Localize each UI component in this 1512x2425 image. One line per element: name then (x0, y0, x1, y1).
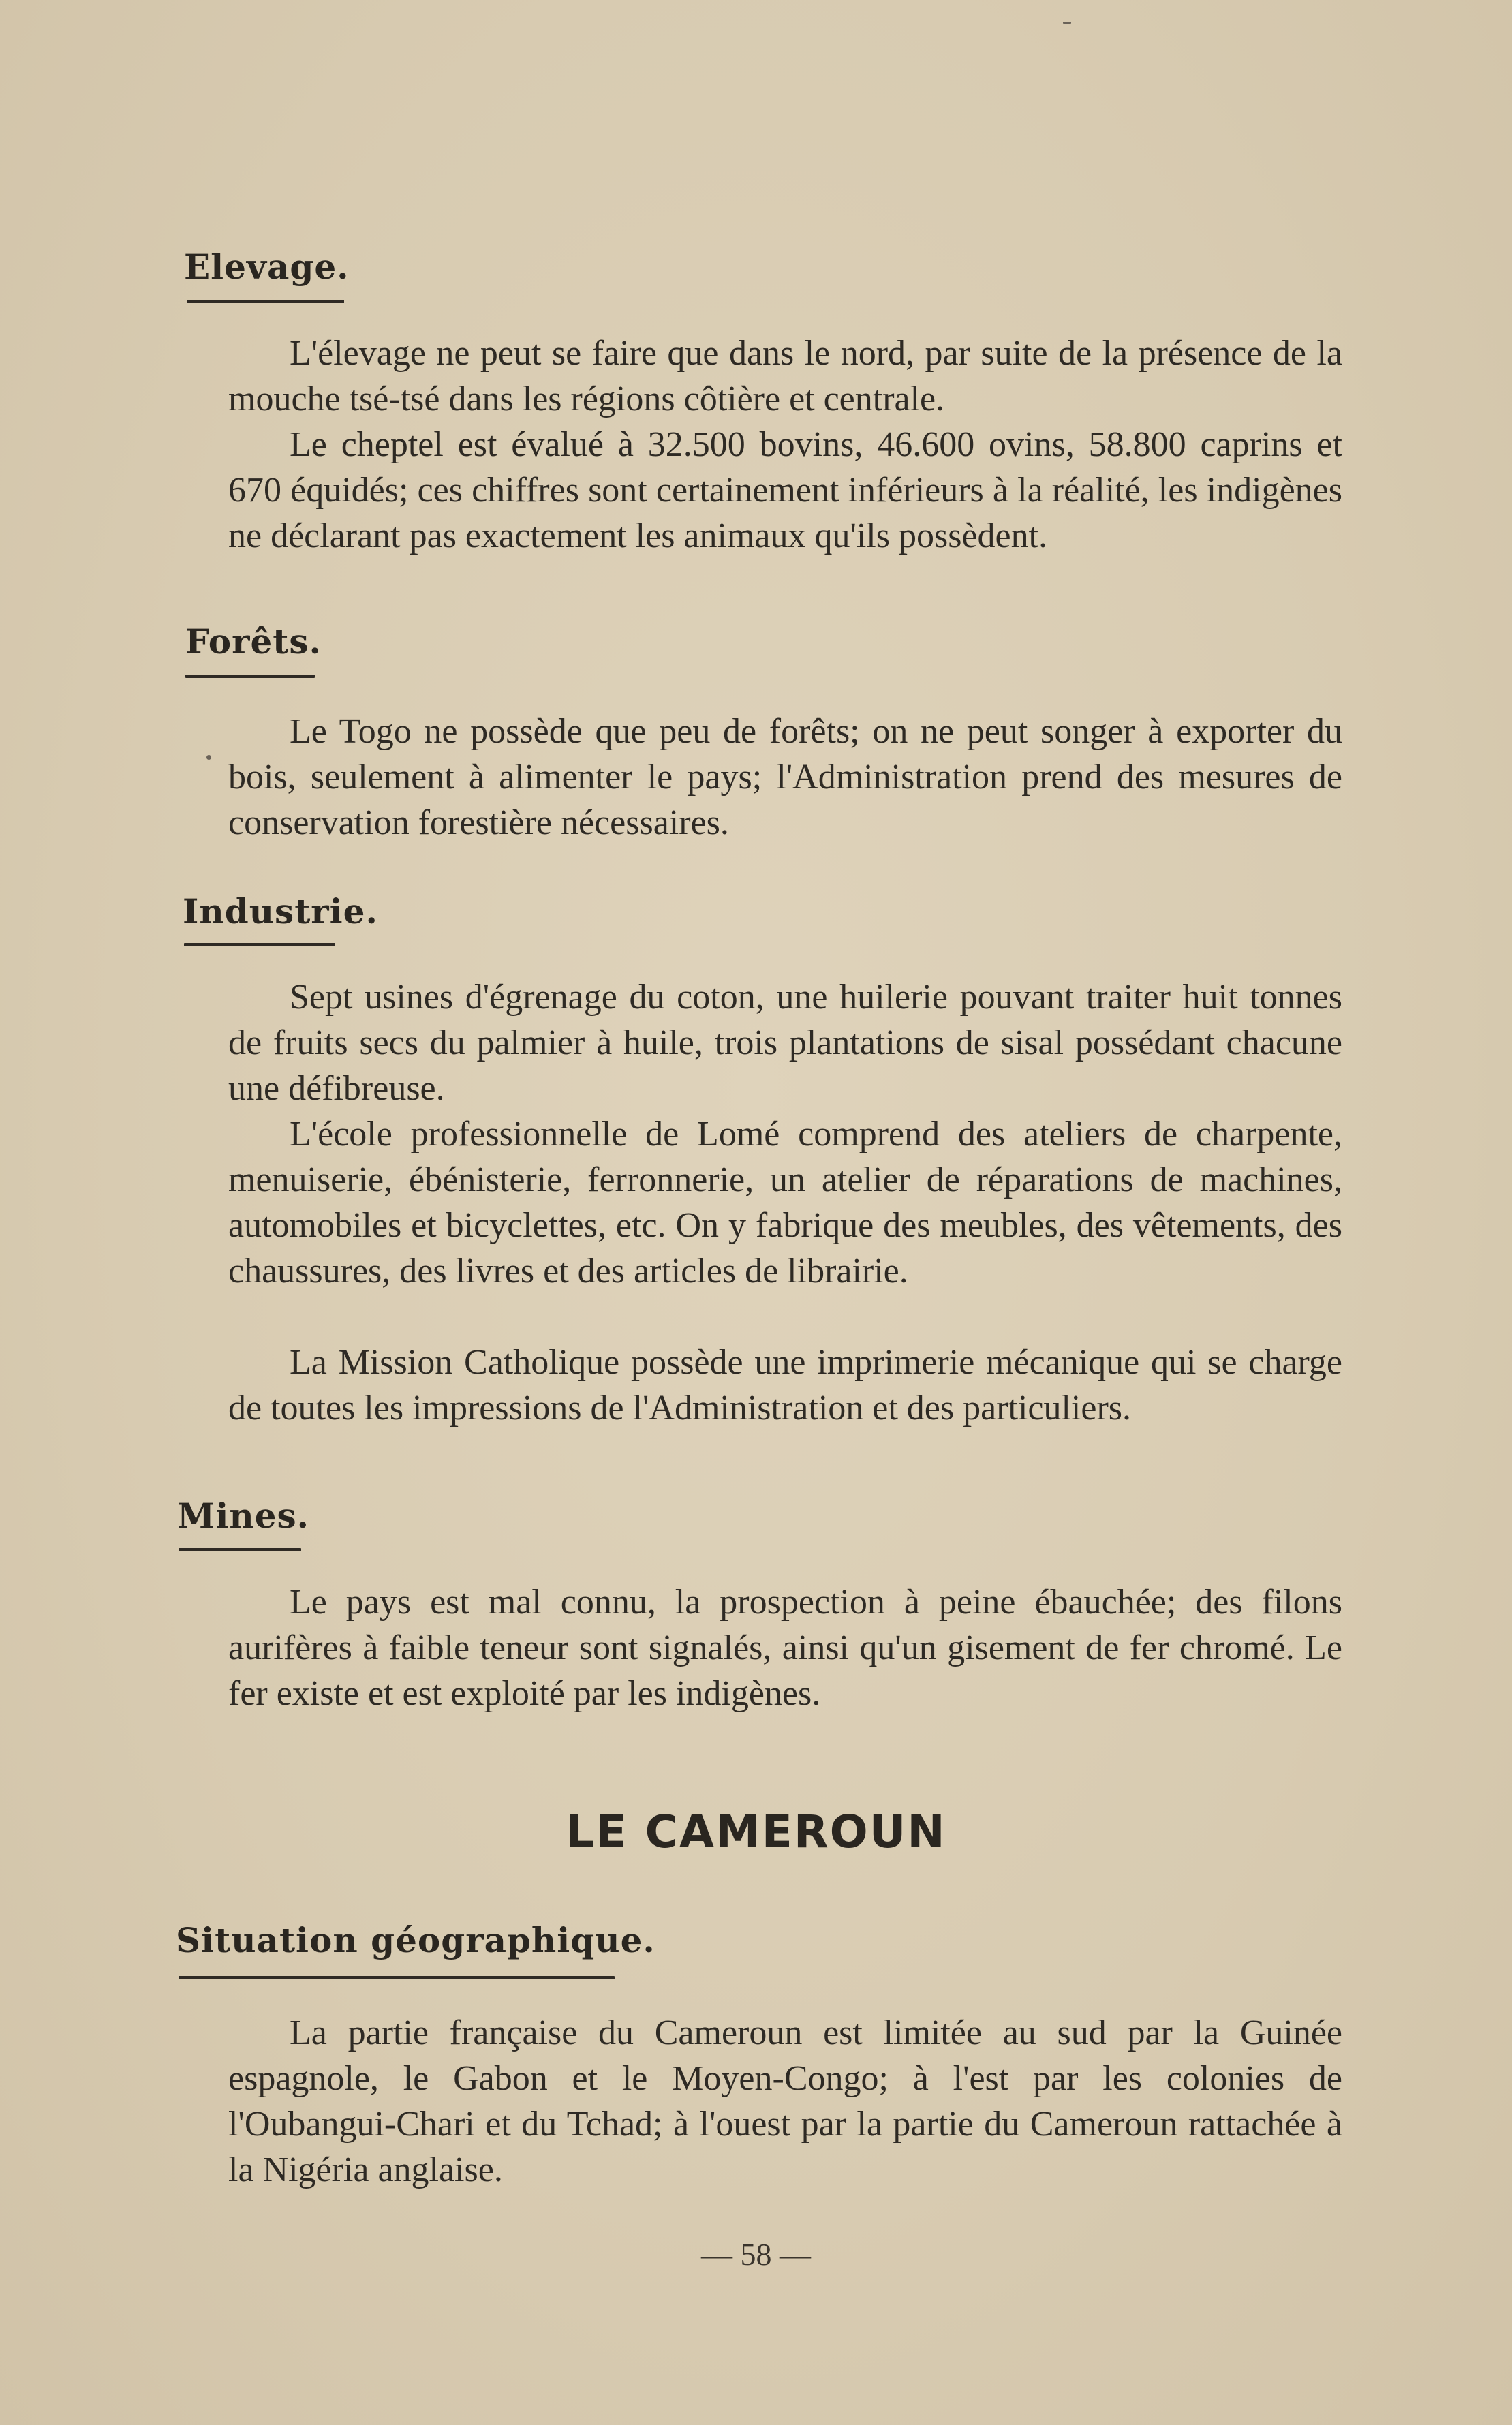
heading-underline (179, 1548, 301, 1551)
paper-speck (206, 755, 211, 760)
heading-forets: Forêts. (185, 621, 322, 662)
paragraph-elevage-1: L'élevage ne peut se faire que dans le nord, par suite de la présence de la mouche tsé-tsé dans les régions côtière et centrale. (228, 334, 1342, 418)
heading-underline (179, 1976, 615, 1979)
chapter-title: LE CAMEROUN (566, 1806, 946, 1858)
paragraph-industrie-1: Sept usines d'égrenage du coton, une huilerie pouvant traiter huit tonnes de fruits secs du palmier à huile, trois plantations de sisal possédant chacune une défibreuse. (228, 978, 1342, 1108)
paper-speck (1063, 22, 1071, 24)
heading-underline (187, 300, 344, 303)
paragraph-cameroun-1: La partie française du Cameroun est limitée au sud par la Guinée espagnole, le Gabon et le Moyen-Congo; à l'est par les colonies de l'Oubangui-Chari et du Tchad; à l'ouest par la partie du Cameroun rattachée à la Nigéria anglaise. (228, 2013, 1342, 2189)
heading-elevage: Elevage. (184, 247, 350, 287)
paragraph-elevage-2: Le cheptel est évalué à 32.500 bovins, 46.600 ovins, 58.800 caprins et 670 équidés; ces chiffres sont certainement inférieurs à la réalité, les indigènes ne déclarant pas exactement les animaux qu'ils possèdent. (228, 425, 1342, 555)
heading-industrie: Industrie. (183, 891, 378, 931)
paragraph-forets-1: Le Togo ne possède que peu de forêts; on ne peut songer à exporter du bois, seulement à alimenter le pays; l'Administration prend des mesures de conservation forestière nécessaires. (228, 712, 1342, 842)
page-number: — 58 — (701, 2237, 811, 2272)
paragraph-mines-1: Le pays est mal connu, la prospection à peine ébauchée; des filons aurifères à faible teneur sont signalés, ainsi qu'un gisement de fer chromé. Le fer existe et est exploité par les indigènes. (228, 1583, 1342, 1713)
paragraph-industrie-3: La Mission Catholique possède une imprimerie mécanique qui se charge de toutes les impressions de l'Administration et des particuliers. (228, 1343, 1342, 1427)
heading-underline (184, 943, 335, 946)
heading-underline (185, 675, 315, 678)
heading-mines: Mines. (177, 1496, 310, 1536)
paragraph-industrie-2: L'école professionnelle de Lomé comprend des ateliers de charpente, menuiserie, ébénisterie, ferronnerie, un atelier de réparations de machines, automobiles et bicyclettes, etc. On y fabrique des meubles, des vêtements, des chaussures, des livres et des articles de librairie. (228, 1115, 1342, 1291)
heading-situation-geographique: Situation géographique. (176, 1920, 655, 1960)
